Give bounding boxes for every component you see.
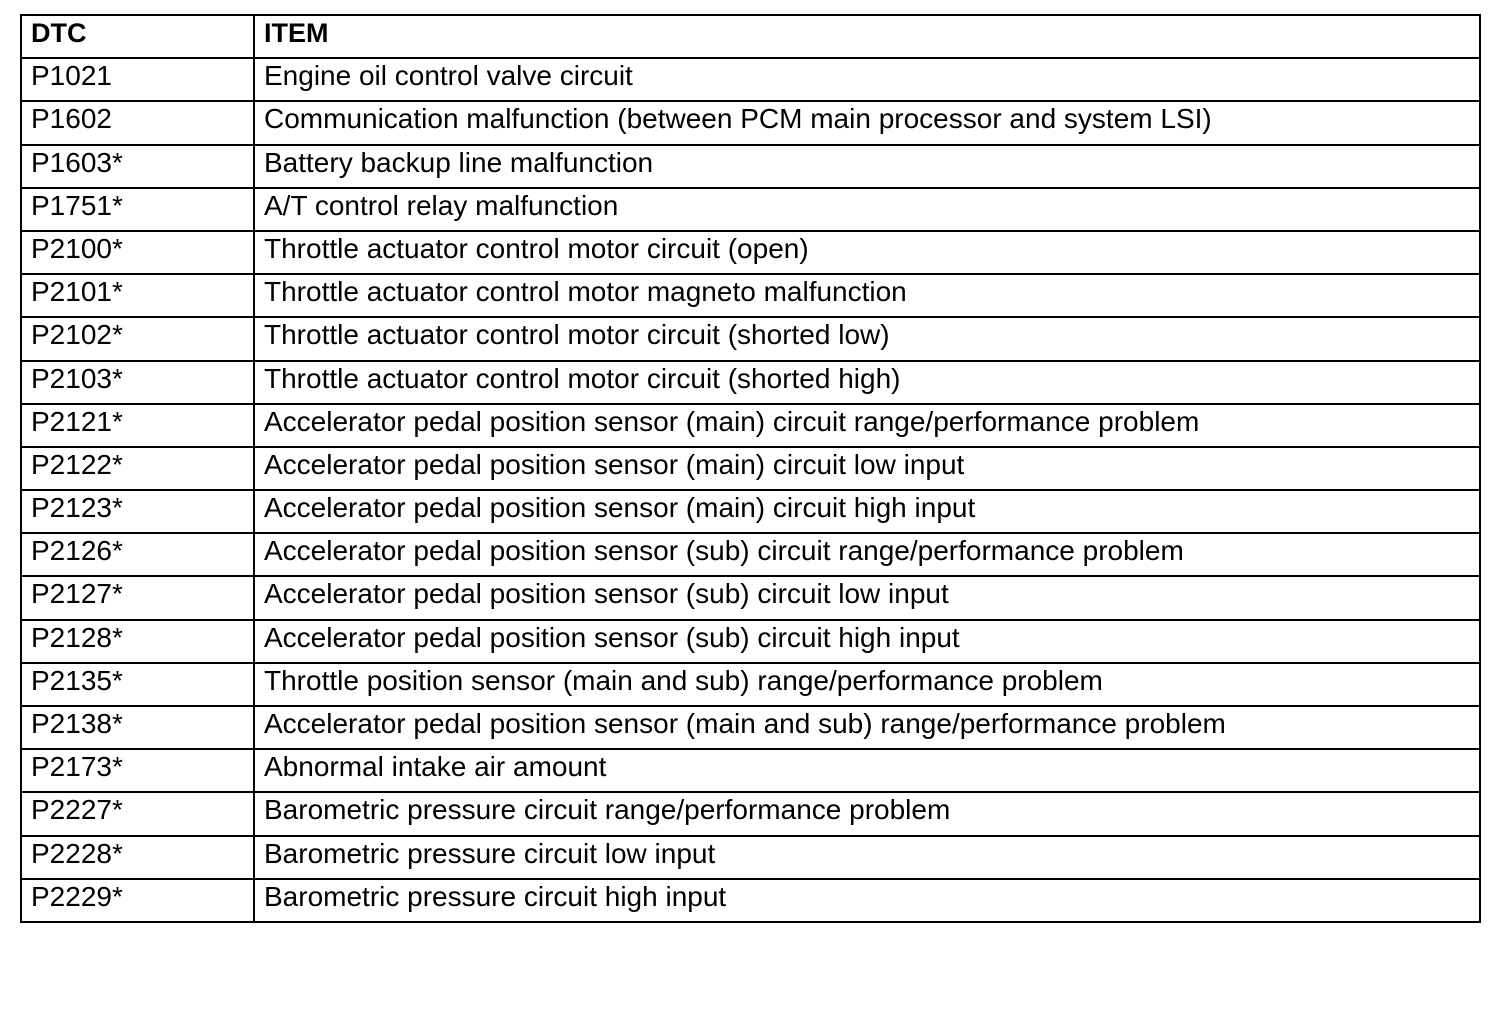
dtc-code: P1602 — [21, 101, 254, 144]
dtc-item: A/T control relay malfunction — [254, 188, 1480, 231]
dtc-item: Barometric pressure circuit low input — [254, 836, 1480, 879]
dtc-code: P1751* — [21, 188, 254, 231]
dtc-item: Throttle actuator control motor circuit (shorted high) — [254, 361, 1480, 404]
dtc-code: P2122* — [21, 447, 254, 490]
table-row — [21, 836, 1480, 879]
dtc-code: P2121* — [21, 404, 254, 447]
table-row — [21, 576, 1480, 619]
dtc-code: P2123* — [21, 490, 254, 533]
table-row — [21, 490, 1480, 533]
dtc-code: P2126* — [21, 533, 254, 576]
dtc-item: Accelerator pedal position sensor (main) circuit range/performance problem — [254, 404, 1480, 447]
header-item: ITEM — [254, 15, 1480, 58]
dtc-code: P2100* — [21, 231, 254, 274]
dtc-item: Communication malfunction (between PCM main processor and system LSI) — [254, 101, 1480, 144]
dtc-item: Accelerator pedal position sensor (main) circuit high input — [254, 490, 1480, 533]
table-body — [21, 58, 1480, 922]
table-row — [21, 447, 1480, 490]
dtc-item: Battery backup line malfunction — [254, 145, 1480, 188]
table-row — [21, 188, 1480, 231]
dtc-code: P2135* — [21, 663, 254, 706]
dtc-code: P2102* — [21, 317, 254, 360]
dtc-item: Barometric pressure circuit range/performance problem — [254, 792, 1480, 835]
table-row — [21, 231, 1480, 274]
dtc-item: Accelerator pedal position sensor (sub) circuit high input — [254, 620, 1480, 663]
dtc-code: P2103* — [21, 361, 254, 404]
dtc-item: Throttle actuator control motor circuit (shorted low) — [254, 317, 1480, 360]
table-header-row — [21, 15, 1480, 58]
dtc-table — [20, 14, 1481, 923]
dtc-item: Barometric pressure circuit high input — [254, 879, 1480, 922]
dtc-code: P1603* — [21, 145, 254, 188]
table-row — [21, 533, 1480, 576]
dtc-item: Accelerator pedal position sensor (sub) circuit range/performance problem — [254, 533, 1480, 576]
dtc-code: P2127* — [21, 576, 254, 619]
table-row — [21, 145, 1480, 188]
table-row — [21, 879, 1480, 922]
table-row — [21, 361, 1480, 404]
table-row — [21, 663, 1480, 706]
table-row — [21, 317, 1480, 360]
dtc-item: Throttle actuator control motor circuit (open) — [254, 231, 1480, 274]
dtc-item: Accelerator pedal position sensor (sub) circuit low input — [254, 576, 1480, 619]
dtc-code: P2101* — [21, 274, 254, 317]
dtc-item: Accelerator pedal position sensor (main) circuit low input — [254, 447, 1480, 490]
dtc-code: P2229* — [21, 879, 254, 922]
table-row — [21, 749, 1480, 792]
dtc-item: Throttle position sensor (main and sub) range/performance problem — [254, 663, 1480, 706]
header-dtc: DTC — [21, 15, 254, 58]
table-row — [21, 404, 1480, 447]
dtc-code: P1021 — [21, 58, 254, 101]
table-row — [21, 792, 1480, 835]
dtc-item: Throttle actuator control motor magneto malfunction — [254, 274, 1480, 317]
dtc-item: Abnormal intake air amount — [254, 749, 1480, 792]
dtc-code: P2173* — [21, 749, 254, 792]
dtc-code: P2227* — [21, 792, 254, 835]
table-row — [21, 620, 1480, 663]
dtc-code: P2138* — [21, 706, 254, 749]
table-row — [21, 274, 1480, 317]
dtc-item: Accelerator pedal position sensor (main and sub) range/performance problem — [254, 706, 1480, 749]
dtc-code: P2228* — [21, 836, 254, 879]
dtc-code: P2128* — [21, 620, 254, 663]
dtc-item: Engine oil control valve circuit — [254, 58, 1480, 101]
table-row — [21, 58, 1480, 101]
table-row — [21, 706, 1480, 749]
table-row — [21, 101, 1480, 144]
